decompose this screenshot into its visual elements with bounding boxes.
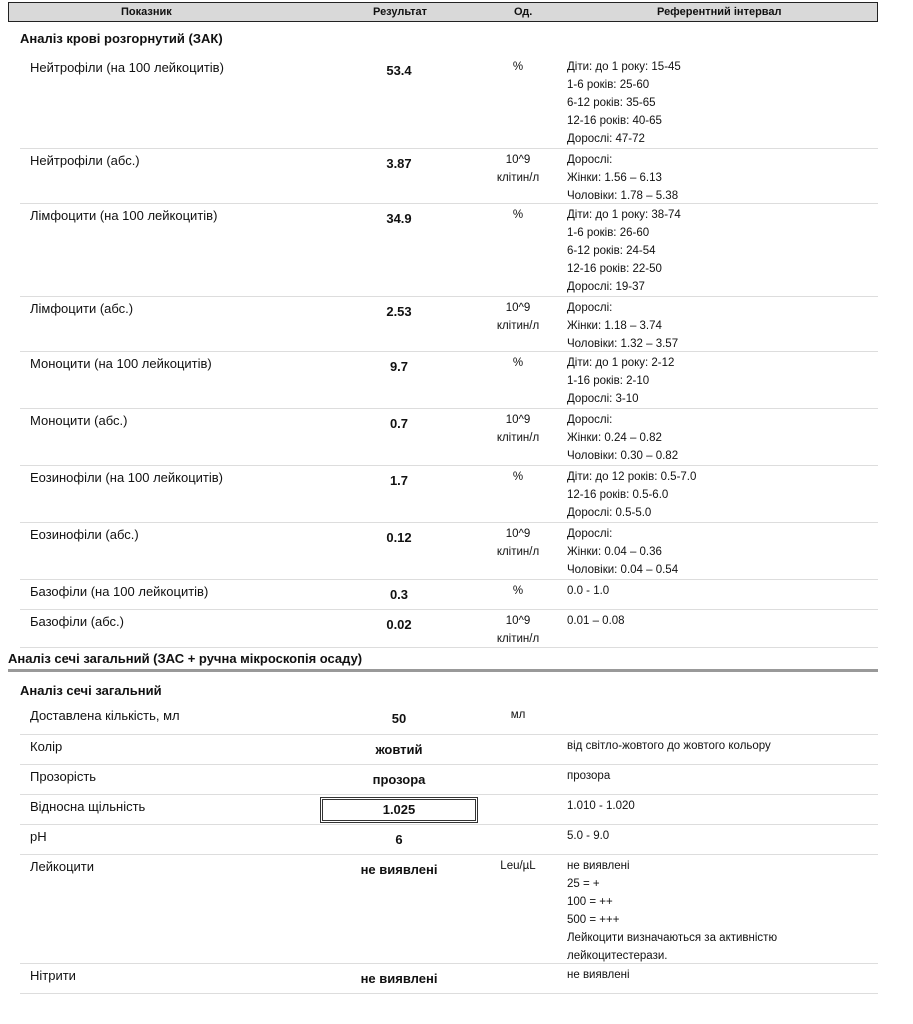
reference-line: 12-16 років: 22-50 bbox=[567, 263, 662, 275]
header-reference: Референтний інтервал bbox=[657, 6, 782, 18]
reference-line: 0.01 – 0.08 bbox=[567, 615, 625, 627]
cbc-section-title: Аналіз крові розгорнутий (ЗАК) bbox=[20, 31, 223, 46]
reference-line: Діти: до 1 року: 2-12 bbox=[567, 357, 675, 369]
unit-line: клітин/л bbox=[496, 546, 540, 558]
row-result: 50 bbox=[391, 711, 407, 726]
reference-line: Дорослі: bbox=[567, 154, 613, 166]
header-result: Результат bbox=[373, 6, 428, 18]
table-row bbox=[20, 466, 878, 523]
table-row bbox=[20, 204, 878, 297]
reference-line: 0.0 - 1.0 bbox=[567, 585, 610, 597]
row-reference bbox=[567, 151, 678, 205]
reference-line: 1.010 - 1.020 bbox=[567, 800, 635, 812]
reference-line: 5.0 - 9.0 bbox=[567, 830, 610, 842]
unit-line: % bbox=[512, 61, 524, 73]
urine-subsection-title: Аналіз сечі загальний bbox=[20, 683, 162, 698]
flagged-result: 1.025 bbox=[320, 797, 478, 823]
reference-line: Жінки: 1.18 – 3.74 bbox=[567, 320, 662, 332]
row-result: жовтий bbox=[375, 742, 423, 757]
reference-line: прозора bbox=[567, 770, 611, 782]
unit-line: клітин/л bbox=[496, 432, 540, 444]
row-name: Еозинофіли (абс.) bbox=[30, 527, 139, 542]
reference-line: від світло-жовтого до жовтого кольору bbox=[567, 740, 771, 752]
row-reference bbox=[567, 857, 777, 965]
row-name: Доставлена кількість, мл bbox=[30, 708, 180, 723]
table-row bbox=[20, 765, 878, 795]
row-name: Еозинофіли (на 100 лейкоцитів) bbox=[30, 470, 224, 485]
unit-line: 10^9 bbox=[505, 528, 531, 540]
row-result: не виявлені bbox=[360, 862, 438, 877]
row-result: 6 bbox=[395, 832, 403, 847]
reference-line: Жінки: 0.04 – 0.36 bbox=[567, 546, 662, 558]
table-row bbox=[20, 297, 878, 352]
row-reference bbox=[567, 966, 630, 984]
row-name: Колір bbox=[30, 739, 63, 754]
row-name: Лімфоцити (абс.) bbox=[30, 301, 134, 316]
row-name: Лейкоцити bbox=[30, 859, 95, 874]
row-reference bbox=[567, 58, 681, 148]
row-unit bbox=[488, 411, 548, 447]
row-result: не виявлені bbox=[360, 971, 438, 986]
row-unit bbox=[488, 857, 548, 875]
reference-line: Діти: до 1 року: 38-74 bbox=[567, 209, 681, 221]
row-result: 2.53 bbox=[386, 304, 412, 319]
reference-line: Чоловіки: 1.78 – 5.38 bbox=[567, 190, 679, 202]
row-result: 9.7 bbox=[389, 359, 409, 374]
unit-line: клітин/л bbox=[496, 320, 540, 332]
unit-line: 10^9 bbox=[505, 154, 531, 166]
header-unit: Од. bbox=[514, 6, 533, 18]
reference-line: лейкоцитестерази. bbox=[567, 950, 668, 962]
table-row bbox=[20, 580, 878, 610]
reference-line: Жінки: 0.24 – 0.82 bbox=[567, 432, 662, 444]
row-result: 0.12 bbox=[386, 530, 412, 545]
reference-line: 25 = + bbox=[567, 878, 600, 890]
row-unit bbox=[488, 299, 548, 335]
unit-line: клітин/л bbox=[496, 172, 540, 184]
reference-line: не виявлені bbox=[567, 969, 630, 981]
row-name: Базофіли (на 100 лейкоцитів) bbox=[30, 584, 209, 599]
reference-line: 1-6 років: 26-60 bbox=[567, 227, 650, 239]
row-reference bbox=[567, 737, 771, 755]
table-row bbox=[20, 409, 878, 466]
table-row bbox=[20, 56, 878, 149]
reference-line: 6-12 років: 24-54 bbox=[567, 245, 656, 257]
row-reference bbox=[567, 206, 681, 296]
unit-line: 10^9 bbox=[505, 615, 531, 627]
row-reference bbox=[567, 767, 610, 785]
reference-line: Дорослі: 3-10 bbox=[567, 393, 639, 405]
header-name: Показник bbox=[121, 6, 172, 18]
row-unit bbox=[488, 151, 548, 187]
reference-line: 1-6 років: 25-60 bbox=[567, 79, 650, 91]
row-result: 34.9 bbox=[386, 211, 412, 226]
row-name: Нейтрофіли (абс.) bbox=[30, 153, 140, 168]
row-name: Моноцити (на 100 лейкоцитів) bbox=[30, 356, 212, 371]
row-unit bbox=[488, 58, 548, 76]
unit-line: 10^9 bbox=[505, 414, 531, 426]
table-row bbox=[20, 149, 878, 204]
row-reference bbox=[567, 582, 609, 600]
unit-line: мл bbox=[510, 709, 526, 721]
row-reference bbox=[567, 468, 696, 522]
table-row bbox=[20, 825, 878, 855]
row-result: 0.3 bbox=[389, 587, 409, 602]
reference-line: Діти: до 12 років: 0.5-7.0 bbox=[567, 471, 697, 483]
reference-line: Дорослі: bbox=[567, 528, 613, 540]
row-unit bbox=[488, 525, 548, 561]
reference-line: 12-16 років: 40-65 bbox=[567, 115, 662, 127]
reference-line: 500 = +++ bbox=[567, 914, 620, 926]
reference-line: 1-16 років: 2-10 bbox=[567, 375, 650, 387]
unit-line: % bbox=[512, 585, 524, 597]
urine-section-title: Аналіз сечі загальний (ЗАС + ручна мікроскопія осаду) bbox=[8, 651, 363, 666]
row-reference bbox=[567, 299, 678, 353]
table-row bbox=[20, 352, 878, 409]
reference-line: Чоловіки: 0.30 – 0.82 bbox=[567, 450, 679, 462]
reference-line: Лейкоцити визначаються за активністю bbox=[567, 932, 778, 944]
reference-line: не виявлені bbox=[567, 860, 630, 872]
row-result: 0.7 bbox=[389, 416, 409, 431]
table-row bbox=[20, 610, 878, 648]
row-unit bbox=[488, 206, 548, 224]
reference-line: Чоловіки: 0.04 – 0.54 bbox=[567, 564, 679, 576]
row-reference bbox=[567, 797, 635, 815]
row-name: Моноцити (абс.) bbox=[30, 413, 128, 428]
table-row bbox=[20, 855, 878, 964]
reference-line: Діти: до 1 року: 15-45 bbox=[567, 61, 681, 73]
row-reference bbox=[567, 354, 674, 408]
row-name: Лімфоцити (на 100 лейкоцитів) bbox=[30, 208, 218, 223]
row-result: 0.02 bbox=[386, 617, 412, 632]
row-reference bbox=[567, 612, 625, 630]
unit-line: % bbox=[512, 209, 524, 221]
unit-line: клітин/л bbox=[496, 633, 540, 645]
row-reference bbox=[567, 827, 609, 845]
row-name: Прозорість bbox=[30, 769, 97, 784]
reference-line: 6-12 років: 35-65 bbox=[567, 97, 656, 109]
row-name: Відносна щільність bbox=[30, 799, 146, 814]
reference-line: Дорослі: 19-37 bbox=[567, 281, 645, 293]
row-reference bbox=[567, 411, 678, 465]
row-result: 3.87 bbox=[386, 156, 412, 171]
section-divider bbox=[8, 669, 878, 672]
table-row bbox=[20, 704, 878, 735]
table-row bbox=[20, 795, 878, 825]
reference-line: Дорослі: 47-72 bbox=[567, 133, 645, 145]
unit-line: % bbox=[512, 471, 524, 483]
reference-line: Дорослі: bbox=[567, 414, 613, 426]
row-result: 1.7 bbox=[389, 473, 409, 488]
row-unit bbox=[488, 468, 548, 486]
unit-line: Leu/µL bbox=[500, 860, 536, 872]
reference-line: Дорослі: bbox=[567, 302, 613, 314]
reference-line: Жінки: 1.56 – 6.13 bbox=[567, 172, 662, 184]
unit-line: 10^9 bbox=[505, 302, 531, 314]
row-reference bbox=[567, 525, 678, 579]
row-result: 53.4 bbox=[386, 63, 412, 78]
table-row bbox=[20, 964, 878, 994]
row-name: Базофіли (абс.) bbox=[30, 614, 125, 629]
row-unit bbox=[488, 582, 548, 600]
table-row bbox=[20, 735, 878, 765]
reference-line: 100 = ++ bbox=[567, 896, 613, 908]
table-row bbox=[20, 523, 878, 580]
reference-line: 12-16 років: 0.5-6.0 bbox=[567, 489, 669, 501]
row-result: прозора bbox=[372, 772, 426, 787]
unit-line: % bbox=[512, 357, 524, 369]
row-name: Нітрити bbox=[30, 968, 76, 983]
reference-line: Дорослі: 0.5-5.0 bbox=[567, 507, 652, 519]
row-unit bbox=[488, 706, 548, 724]
row-unit bbox=[488, 612, 548, 648]
table-header bbox=[8, 2, 878, 22]
reference-line: Чоловіки: 1.32 – 3.57 bbox=[567, 338, 679, 350]
row-unit bbox=[488, 354, 548, 372]
row-name: Нейтрофіли (на 100 лейкоцитів) bbox=[30, 60, 224, 75]
row-name: pH bbox=[30, 829, 47, 844]
